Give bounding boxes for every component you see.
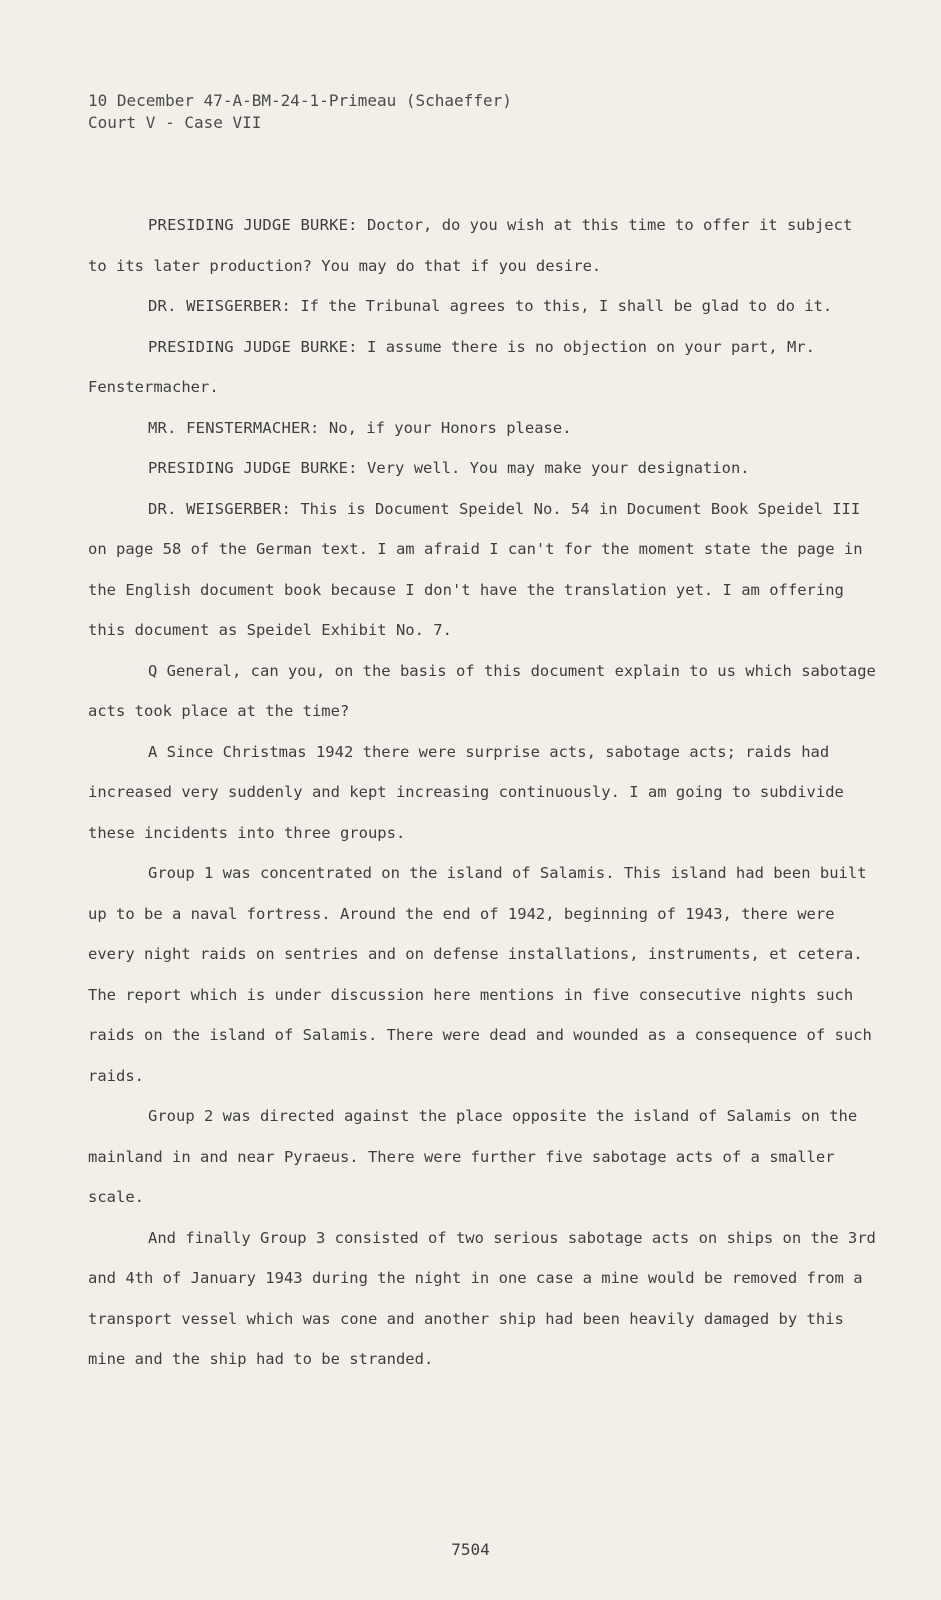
- transcript-paragraph: [88, 327, 878, 408]
- paragraph-text: If the Tribunal agrees to this, I shall be glad to do it.: [290, 297, 833, 315]
- paragraph-text: Group 2 was directed against the place opposite the island of Salamis on the mainland in and near Pyraeus. There were further five sabotage acts of a smaller scale.: [88, 1107, 858, 1206]
- transcript-paragraph: [88, 205, 878, 286]
- paragraph-text: I assume there is no objection on your part, Mr. Fenstermacher.: [88, 337, 815, 396]
- header-session-line: 10 December 47-A-BM-24-1-Primeau (Schaeffer): [88, 91, 512, 110]
- paragraph-text: This is Document Speidel No. 54 in Document Book Speidel III on page 58 of the German text. I am afraid I can't for the moment state the page in the English document book because I don't have the translation yet. I am offering this document as Speidel Exhibit No. 7.: [88, 499, 863, 639]
- transcript-paragraph: [88, 1218, 878, 1380]
- speaker-label: PRESIDING JUDGE BURKE:: [148, 216, 358, 234]
- page-number: 7504: [451, 1540, 490, 1559]
- transcript-paragraph: [88, 651, 878, 732]
- transcript-paragraph: [88, 408, 878, 449]
- paragraph-text: Very well. You may make your designation.: [357, 459, 750, 477]
- speaker-label: PRESIDING JUDGE BURKE:: [148, 337, 358, 356]
- transcript-paragraph: [88, 286, 878, 327]
- transcript-paragraph: [88, 732, 878, 854]
- transcript-body: [88, 205, 878, 1380]
- transcript-paragraph: [88, 853, 878, 1096]
- document-header: [88, 90, 512, 134]
- paragraph-text: And finally Group 3 consisted of two serious sabotage acts on ships on the 3rd and 4th of January 1943 during the night in one case a mine would be removed from a transport vessel which was cone and another ship had been heavily damaged by this mine and the ship had to be stranded.: [88, 1228, 876, 1368]
- transcript-paragraph: [88, 1096, 878, 1218]
- speaker-label: PRESIDING JUDGE BURKE:: [148, 459, 358, 477]
- paragraph-text: Group 1 was concentrated on the island of Salamis. This island had been built up to be a naval fortress. Around the end of 1942, beginning of 1943, there were every night raids on sentries and on defense installations, instruments, et cetera. The report which is under discussion here mentions in five consecutive nights such raids on the island of Salamis. There were dead and wounded as a consequence of such raids.: [88, 864, 872, 1085]
- speaker-label: DR. WEISGERBER:: [148, 297, 291, 315]
- paragraph-text: Q General, can you, on the basis of this document explain to us which sabotage acts took place at the time?: [88, 661, 876, 720]
- speaker-label: MR. FENSTERMACHER:: [148, 418, 320, 437]
- transcript-paragraph: [88, 489, 878, 651]
- paragraph-text: No, if your Honors please.: [319, 418, 572, 437]
- paragraph-text: Doctor, do you wish at this time to offer it subject to its later production? You may do that if you desire.: [88, 216, 853, 275]
- speaker-label: DR. WEISGERBER:: [148, 499, 291, 518]
- paragraph-text: A Since Christmas 1942 there were surprise acts, sabotage acts; raids had increased very suddenly and kept increasing continuously. I am going to subdivide these incidents into three groups.: [88, 742, 844, 842]
- transcript-paragraph: [88, 448, 878, 489]
- header-court-line: Court V - Case VII: [88, 113, 262, 132]
